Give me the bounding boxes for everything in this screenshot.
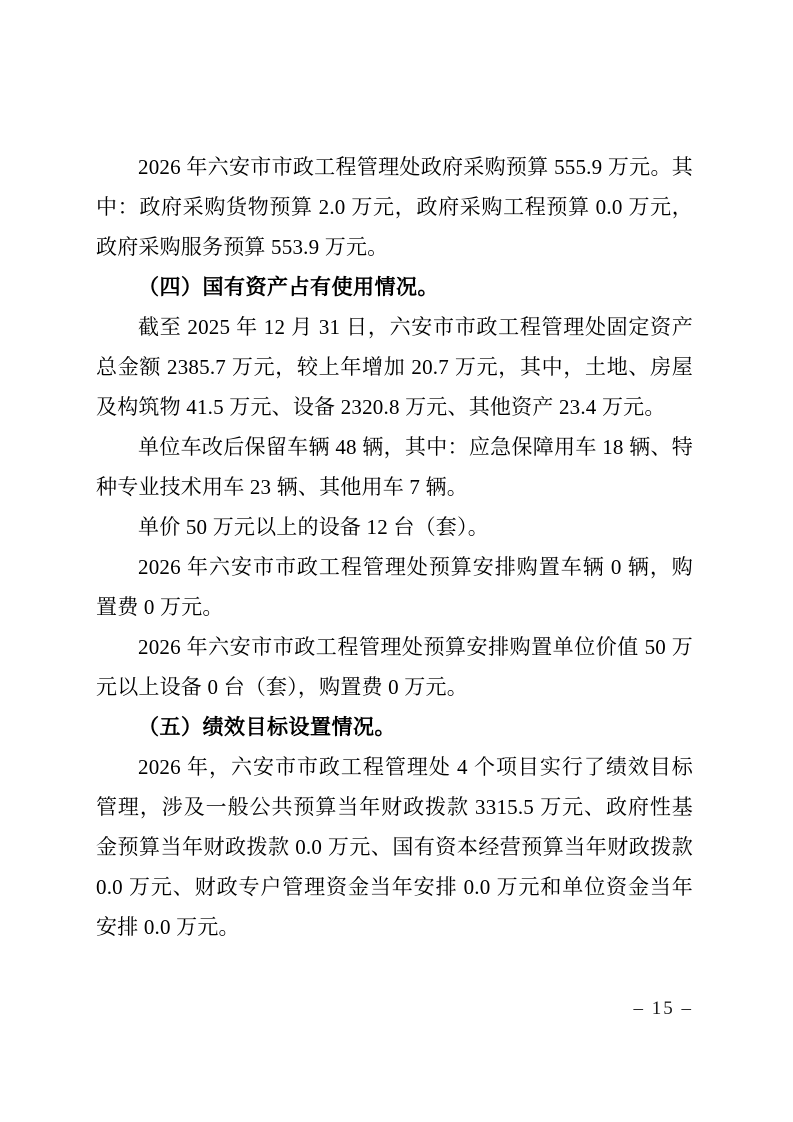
paragraph-gov-procurement-budget: 2026 年六安市市政工程管理处政府采购预算 555.9 万元。其中：政府采购货物预算 2.0 万元，政府采购工程预算 0.0 万元，政府采购服务预算 553.9 万元。	[96, 155, 693, 259]
paragraph-vehicle-purchase-plan: 2026 年六安市市政工程管理处预算安排购置车辆 0 辆，购置费 0 万元。	[96, 555, 693, 619]
page-footer	[96, 998, 693, 1020]
paragraph-fixed-assets: 截至 2025 年 12 月 31 日，六安市市政工程管理处固定资产总金额 2385.7 万元，较上年增加 20.7 万元，其中，土地、房屋及构筑物 41.5 万元、设备 2320.8 万元、其他资产 23.4 万元。	[96, 315, 693, 419]
section-heading-performance-targets: （五）绩效目标设置情况。	[138, 715, 396, 739]
paragraph-equipment-over-500k: 单价 50 万元以上的设备 12 台（套）。	[138, 515, 489, 539]
paragraph-retained-vehicles: 单位车改后保留车辆 48 辆，其中：应急保障用车 18 辆、特种专业技术用车 23 辆、其他用车 7 辆。	[96, 435, 693, 499]
page-number: – 15 –	[633, 998, 693, 1019]
section-heading-state-assets: （四）国有资产占有使用情况。	[138, 275, 439, 299]
document-body	[96, 147, 693, 947]
paragraph-equipment-purchase-plan: 2026 年六安市市政工程管理处预算安排购置单位价值 50 万元以上设备 0 台（套），购置费 0 万元。	[96, 635, 693, 699]
paragraph-performance-target-management: 2026 年，六安市市政工程管理处 4 个项目实行了绩效目标管理，涉及一般公共预算当年财政拨款 3315.5 万元、政府性基金预算当年财政拨款 0.0 万元、国有资本经营预算当年财政拨款 0.0 万元、财政专户管理资金当年安排 0.0 万元和单位资金当年安排 0.0 万元。	[96, 755, 693, 939]
